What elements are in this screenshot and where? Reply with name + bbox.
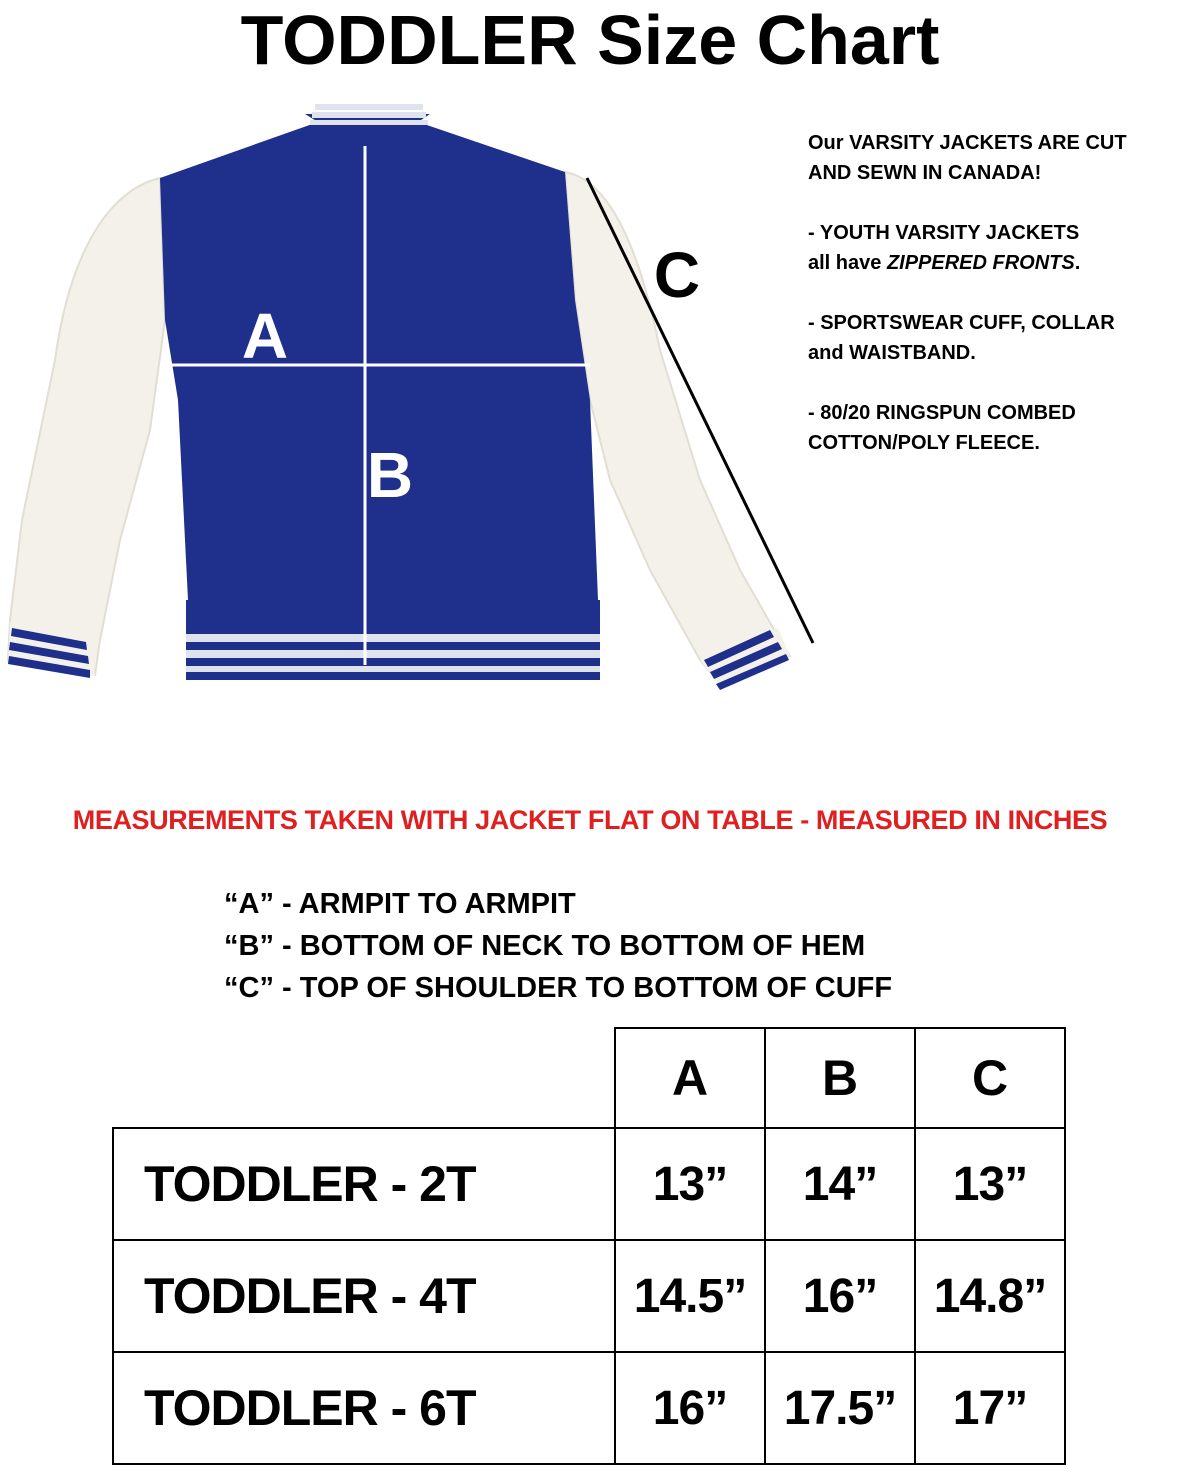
note-4: - 80/20 RINGSPUN COMBED COTTON/POLY FLEECE. [808,402,1076,454]
legend-c: “C” - TOP OF SHOULDER TO BOTTOM OF CUFF [224,972,893,1004]
note-2-after: . [1074,252,1081,274]
legend-a: “A” - ARMPIT TO ARMPIT [224,888,576,920]
note-2 [808,218,1178,278]
cell-a: 14.5” [615,1240,765,1352]
cell-c: 17” [915,1352,1065,1464]
size-table [112,1027,1066,1465]
table-header-b: B [765,1028,915,1128]
table-row [113,1240,1065,1352]
table-header-a: A [615,1028,765,1128]
cell-b: 17.5” [765,1352,915,1464]
page-title: TODDLER Size Chart [240,1,940,79]
table-header-row [113,1028,1065,1128]
label-b: B [366,439,414,511]
cell-c: 14.8” [915,1240,1065,1352]
cell-c: 13” [915,1128,1065,1240]
jacket-diagram [0,100,830,700]
waistband [186,600,600,680]
table-row [113,1352,1065,1464]
cell-b: 16” [765,1240,915,1352]
cell-a: 16” [615,1352,765,1464]
collar [305,104,430,125]
label-c: C [653,239,701,311]
cell-b: 14” [765,1128,915,1240]
jacket-body [160,122,598,600]
legend-b: “B” - BOTTOM OF NECK TO BOTTOM OF HEM [224,930,866,962]
table-row [113,1128,1065,1240]
cell-a: 13” [615,1128,765,1240]
note-2-text: - YOUTH VARSITY JACKETS all have [808,222,1080,274]
measurement-legend [224,883,892,1009]
row-label: TODDLER - 6T [113,1352,615,1464]
measurement-note: MEASUREMENTS TAKEN WITH JACKET FLAT ON TABLE - MEASURED IN INCHES [72,805,1108,835]
table-header-blank [113,1028,615,1128]
note-2-emphasis: ZIPPERED FRONTS [886,252,1075,274]
row-label: TODDLER - 4T [113,1240,615,1352]
product-notes [808,128,1178,488]
note-1: Our VARSITY JACKETS ARE CUT AND SEWN IN CANADA! [808,132,1127,184]
row-label: TODDLER - 2T [113,1128,615,1240]
label-a: A [241,300,289,372]
left-sleeve [8,178,165,675]
table-header-c: C [915,1028,1065,1128]
note-3: - SPORTSWEAR CUFF, COLLAR and WAISTBAND. [808,312,1115,364]
